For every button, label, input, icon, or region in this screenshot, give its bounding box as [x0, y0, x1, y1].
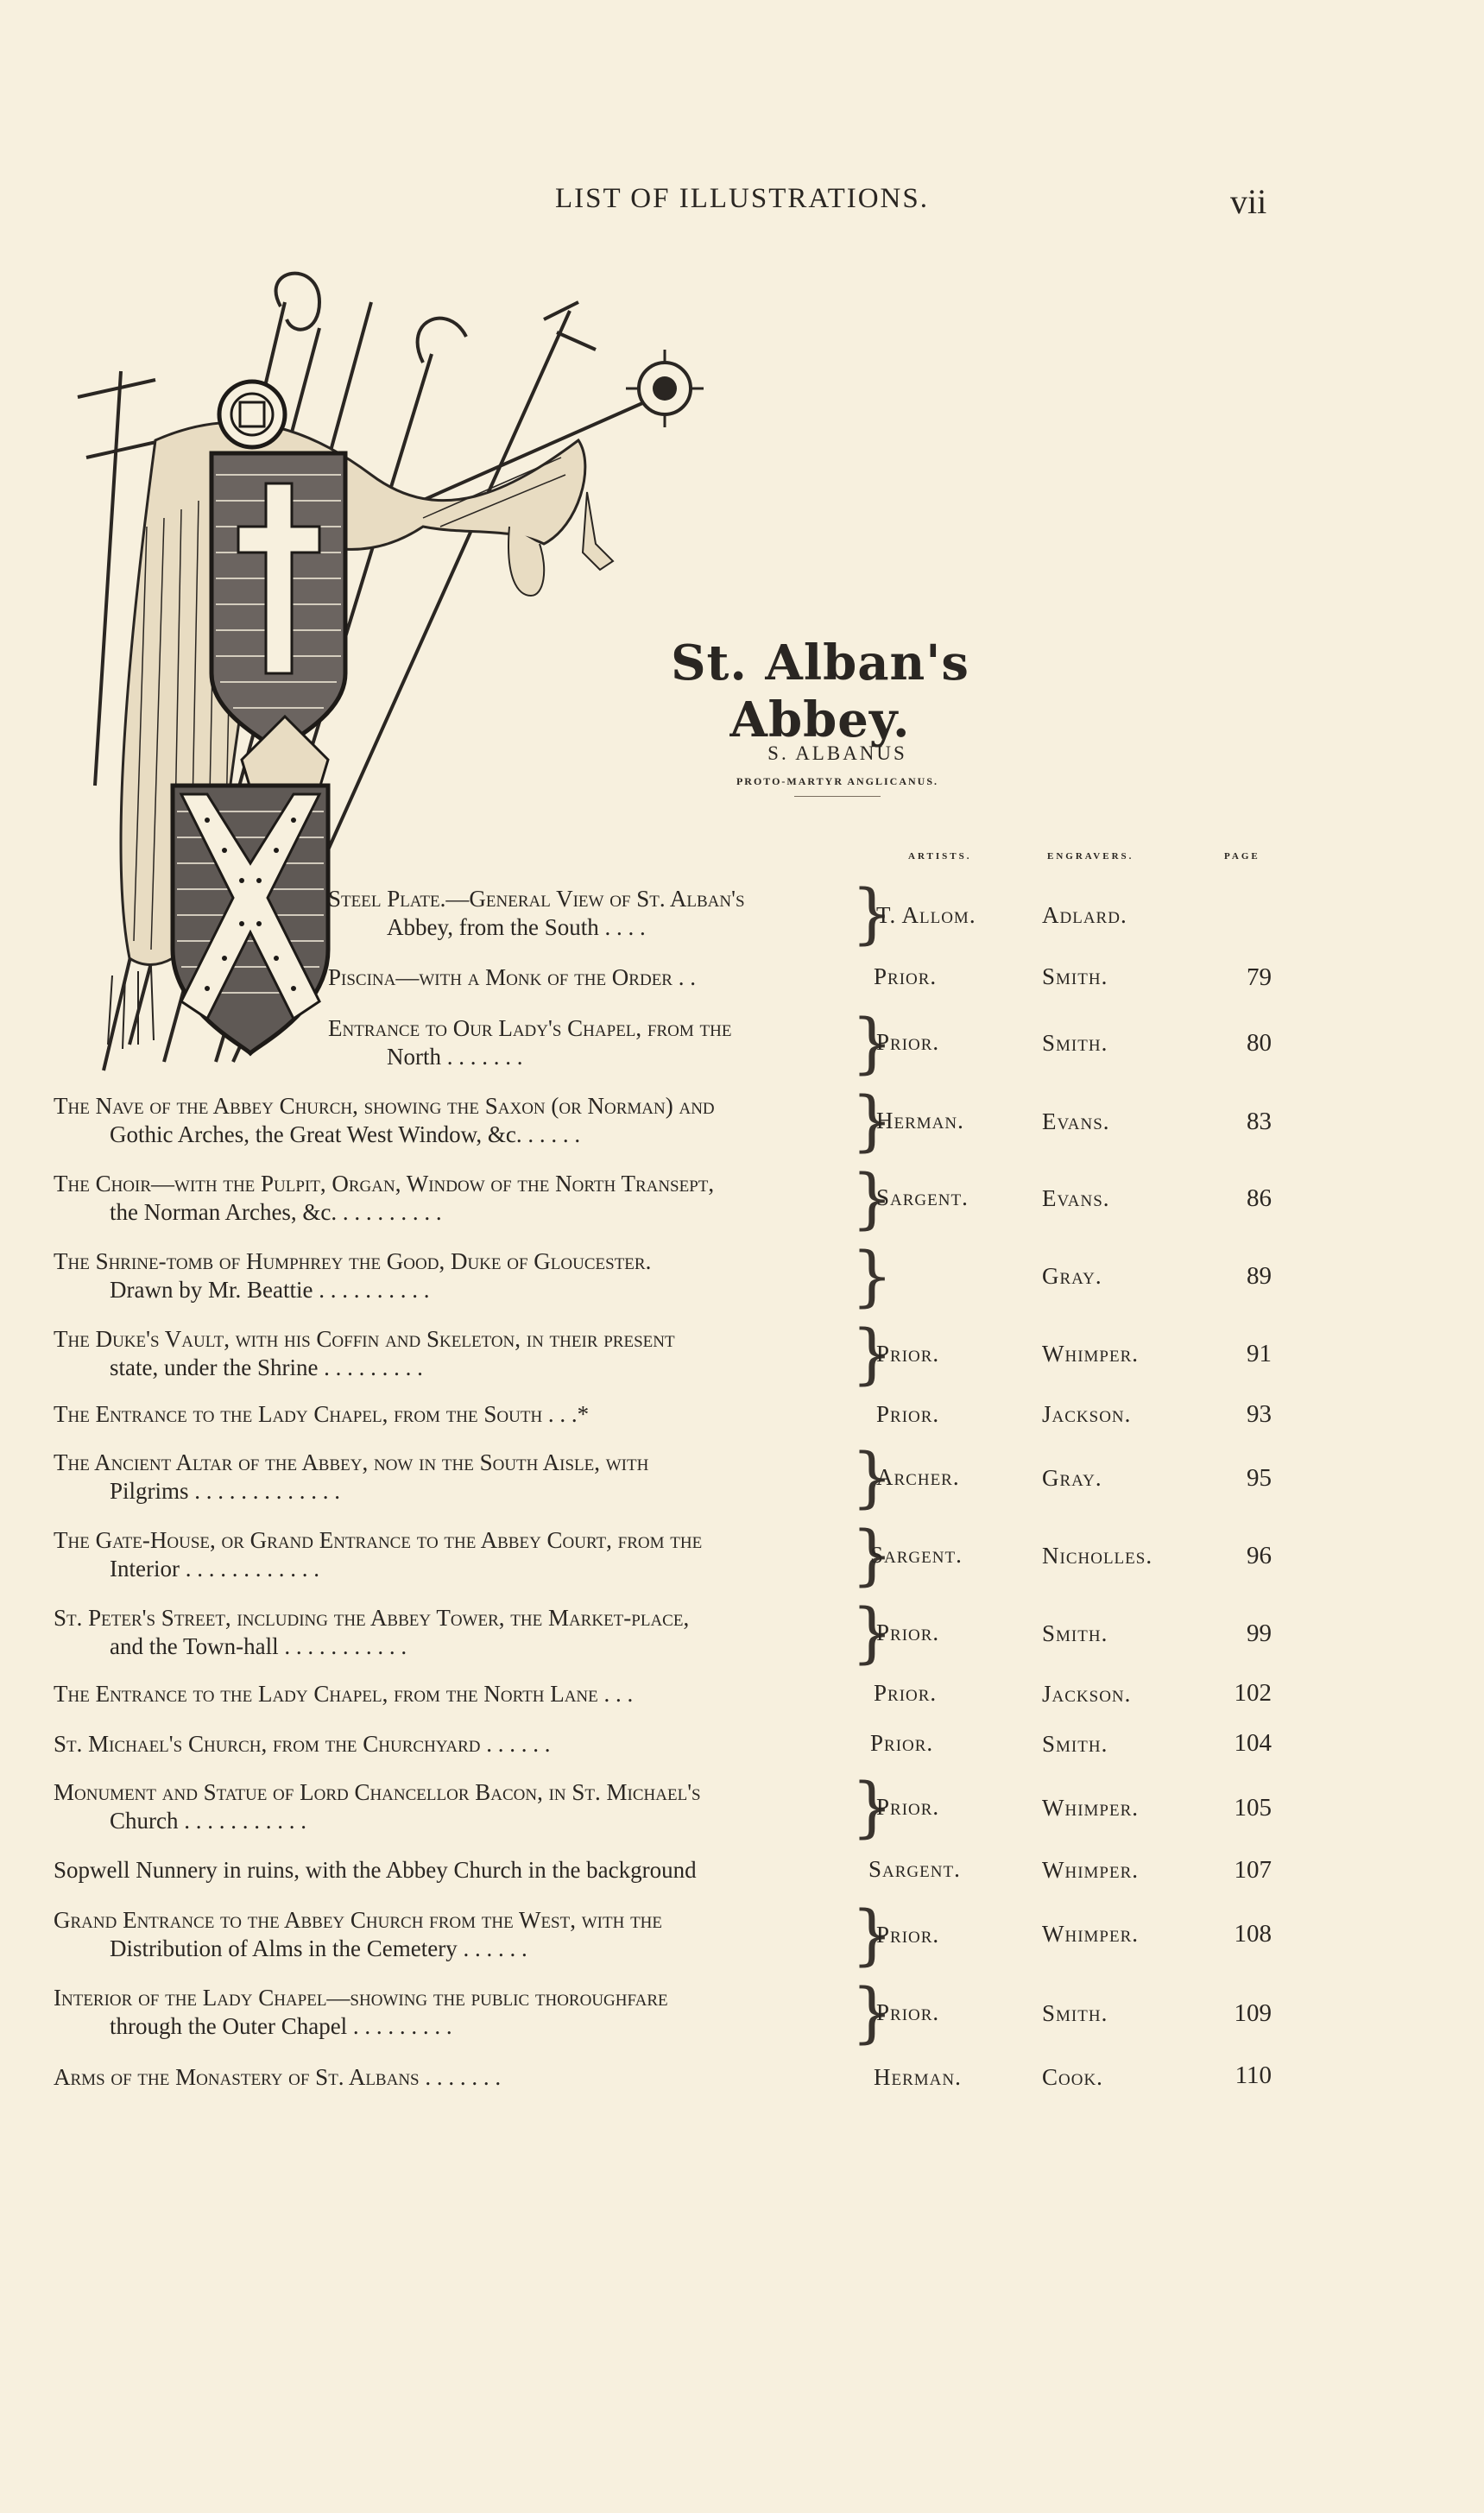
entry-artist: Sargent.: [868, 1856, 961, 1882]
entry-title: Grand Entrance to the Abbey Church from the West, with the: [54, 1907, 662, 1933]
entry-engraver: Jackson.: [1042, 1681, 1132, 1707]
entry-artist: Prior.: [876, 1620, 940, 1645]
entry-engraver: Smith.: [1042, 963, 1108, 989]
entry-title: St. Michael's Church, from the Churchyard . . . . . .: [54, 1731, 551, 1757]
divider: [794, 796, 881, 797]
entry-continuation: Gothic Arches, the Great West Window, &c. . . . . .: [110, 1121, 581, 1147]
list-entry: [328, 963, 696, 992]
entry-continuation: Pilgrims . . . . . . . . . . . . .: [110, 1478, 341, 1504]
entry-engraver: Adlard.: [1042, 902, 1127, 928]
brace: }: [851, 874, 894, 951]
brace: }: [851, 1594, 894, 1670]
entry-page: 86: [1247, 1184, 1272, 1212]
list-entry: [54, 1984, 668, 2041]
saint-subtitle: PROTO-MARTYR ANGLICANUS.: [736, 775, 939, 787]
entry-page: 99: [1247, 1620, 1272, 1647]
entry-continuation: the Norman Arches, &c. . . . . . . . . .: [110, 1199, 442, 1225]
list-entry: [54, 1400, 589, 1429]
entry-artist: T. Allom.: [876, 902, 976, 928]
entry-title: The Choir—with the Pulpit, Organ, Window of the North Transept,: [54, 1171, 715, 1197]
list-entry: [54, 1526, 702, 1583]
entry-continuation: Abbey, from the South . . . .: [387, 914, 646, 940]
brace: }: [851, 1516, 894, 1593]
column-header-artists: ARTISTS.: [908, 851, 972, 862]
entry-engraver: Evans.: [1042, 1185, 1110, 1211]
list-entry: [54, 1906, 662, 1963]
entry-continuation: North . . . . . . .: [387, 1044, 523, 1070]
entry-page: 91: [1247, 1340, 1272, 1367]
entry-title: Interior of the Lady Chapel—showing the public thoroughfare: [54, 1985, 668, 2011]
entry-page: 107: [1234, 1856, 1272, 1884]
list-entry: [54, 1092, 715, 1149]
entry-artist: Sargent.: [870, 1542, 963, 1568]
entry-title: Steel Plate.—General View of St. Alban's: [328, 886, 745, 912]
section-title: St. Alban's Abbey.: [671, 635, 969, 748]
brace: }: [851, 1768, 894, 1845]
entry-artist: Prior.: [874, 1680, 938, 1706]
brace: }: [851, 1159, 894, 1236]
entry-continuation: Distribution of Alms in the Cemetery . . . . . .: [110, 1935, 527, 1961]
running-title: LIST OF ILLUSTRATIONS.: [555, 183, 929, 214]
entry-page: 105: [1234, 1794, 1272, 1822]
entry-artist: Prior.: [874, 963, 938, 989]
brace: }: [851, 1438, 894, 1515]
entry-continuation: Church . . . . . . . . . . .: [110, 1808, 306, 1834]
entry-engraver: Whimper.: [1042, 1857, 1140, 1883]
entry-engraver: Smith.: [1042, 2000, 1108, 2026]
entry-artist: Archer.: [876, 1464, 960, 1490]
entry-artist: Prior.: [876, 1794, 940, 1820]
entry-artist: Prior.: [870, 1730, 934, 1756]
entry-engraver: Smith.: [1042, 1030, 1108, 1056]
entry-title: The Shrine-tomb of Humphrey the Good, Duke of Gloucester.: [54, 1248, 652, 1274]
list-entry: [54, 1449, 648, 1506]
entry-engraver: Jackson.: [1042, 1401, 1132, 1427]
entry-continuation: Interior . . . . . . . . . . . .: [110, 1556, 319, 1582]
entry-title: Sopwell Nunnery in ruins, with the Abbey Church in the background: [54, 1857, 697, 1883]
entry-title: Arms of the Monastery of St. Albans . . . . . . .: [54, 2064, 502, 2090]
entry-page: 79: [1247, 963, 1272, 991]
list-entry: [54, 1170, 714, 1227]
shield-saltire-icon: [173, 786, 328, 1053]
brace: }: [851, 1004, 894, 1081]
entry-title: The Entrance to the Lady Chapel, from the South . . .*: [54, 1401, 590, 1427]
entry-artist: Prior.: [876, 1999, 940, 2025]
entry-page: 83: [1247, 1108, 1272, 1135]
entry-page: 80: [1247, 1029, 1272, 1057]
entry-page: 102: [1234, 1679, 1272, 1707]
list-entry: [54, 2063, 501, 2092]
entry-page: 110: [1235, 2062, 1272, 2089]
brace: }: [851, 1082, 894, 1159]
saint-name: S. ALBANUS: [767, 742, 907, 764]
list-entry: [54, 1778, 701, 1835]
entry-continuation: through the Outer Chapel . . . . . . . . .: [110, 2013, 452, 2039]
shield-cross-icon: [212, 453, 345, 751]
page-number: vii: [1230, 182, 1267, 221]
entry-title: Entrance to Our Lady's Chapel, from the: [328, 1015, 732, 1041]
entry-artist: Prior.: [876, 1401, 940, 1427]
entry-title: St. Peter's Street, including the Abbey Tower, the Market-place,: [54, 1605, 690, 1631]
entry-page: 89: [1247, 1262, 1272, 1290]
entry-continuation: and the Town-hall . . . . . . . . . . .: [110, 1633, 407, 1659]
entry-page: 96: [1247, 1542, 1272, 1569]
list-entry: [328, 885, 745, 942]
entry-engraver: Smith.: [1042, 1731, 1108, 1757]
entry-engraver: Cook.: [1042, 2064, 1103, 2090]
list-entry: [54, 1730, 551, 1758]
monstrance-icon: [626, 350, 704, 427]
entry-page: 109: [1234, 1999, 1272, 2027]
entry-title: Monument and Statue of Lord Chancellor Bacon, in St. Michael's: [54, 1779, 701, 1805]
column-header-page: PAGE: [1224, 851, 1260, 862]
entry-engraver: Nicholles.: [1042, 1543, 1153, 1569]
entry-title: The Duke's Vault, with his Coffin and Skeleton, in their present: [54, 1326, 675, 1352]
entry-engraver: Whimper.: [1042, 1341, 1140, 1367]
brace: }: [851, 1237, 894, 1314]
entry-page: 104: [1234, 1729, 1272, 1757]
brace: }: [851, 1315, 894, 1392]
list-entry: [54, 1247, 651, 1304]
entry-artist: Prior.: [876, 1029, 940, 1055]
entry-title: The Nave of the Abbey Church, showing the Saxon (or Norman) and: [54, 1093, 715, 1119]
brace: }: [851, 1896, 894, 1973]
papal-medallion-icon: [219, 382, 285, 447]
entry-engraver: Gray.: [1042, 1465, 1102, 1491]
entry-title: The Entrance to the Lady Chapel, from the North Lane . . .: [54, 1681, 634, 1707]
entry-continuation: Drawn by Mr. Beattie . . . . . . . . . .: [110, 1277, 430, 1303]
entry-title: The Gate-House, or Grand Entrance to the Abbey Court, from the: [54, 1527, 703, 1553]
crosier-crook-left: [276, 274, 319, 330]
entry-engraver: Whimper.: [1042, 1921, 1140, 1947]
entry-continuation: state, under the Shrine . . . . . . . . .: [110, 1354, 423, 1380]
entry-artist: Prior.: [876, 1341, 940, 1367]
entry-page: 108: [1234, 1920, 1272, 1948]
list-entry: [54, 1325, 675, 1382]
entry-artist: Sargent.: [876, 1184, 969, 1210]
entry-page: 93: [1247, 1400, 1272, 1428]
brace: }: [851, 1973, 894, 2050]
entry-artist: Prior.: [876, 1922, 940, 1948]
entry-artist: Herman.: [874, 2064, 962, 2090]
entry-engraver: Whimper.: [1042, 1795, 1140, 1821]
entry-title: The Ancient Altar of the Abbey, now in the South Aisle, with: [54, 1449, 649, 1475]
column-header-engravers: ENGRAVERS.: [1047, 851, 1134, 862]
entry-page: 95: [1247, 1464, 1272, 1492]
entry-engraver: Evans.: [1042, 1108, 1110, 1134]
list-entry: [54, 1856, 697, 1885]
list-entry: [328, 1014, 731, 1071]
entry-artist: Herman.: [876, 1108, 964, 1133]
entry-engraver: Gray.: [1042, 1263, 1102, 1289]
list-entry: [54, 1604, 689, 1661]
entry-title: Piscina—with a Monk of the Order . .: [328, 964, 696, 990]
crosier-crook-right: [418, 319, 466, 363]
list-entry: [54, 1680, 633, 1708]
entry-engraver: Smith.: [1042, 1620, 1108, 1646]
